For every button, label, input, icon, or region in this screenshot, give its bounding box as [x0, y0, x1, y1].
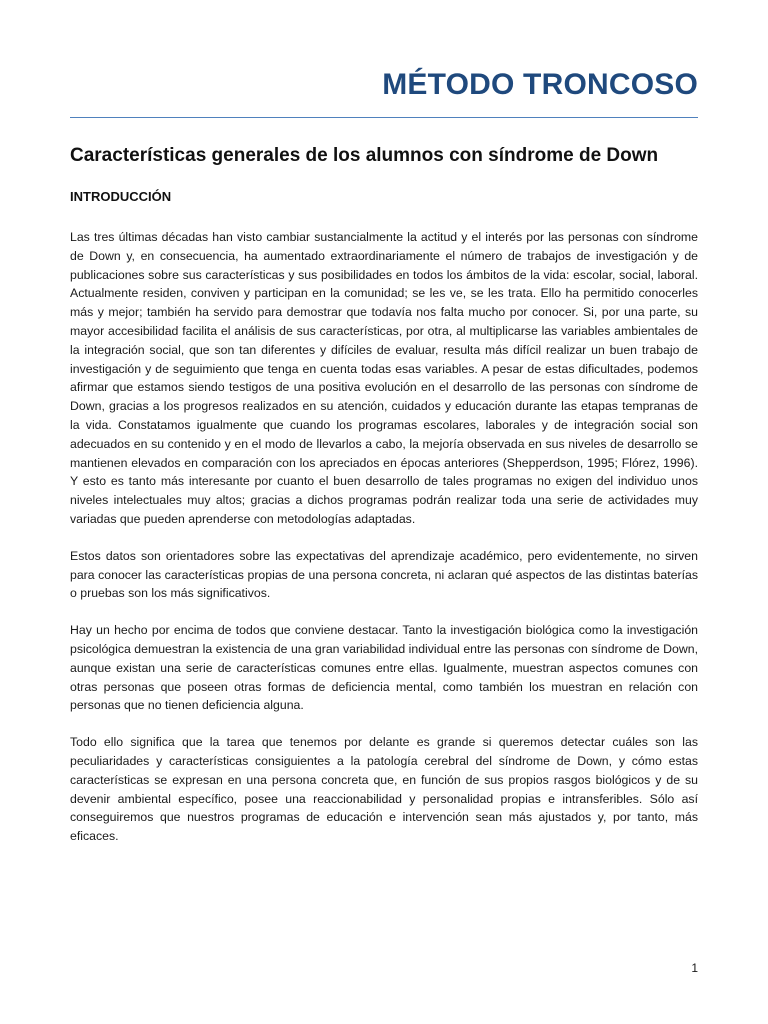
paragraph-2: Estos datos son orientadores sobre las expectativas del aprendizaje académico, pero evidentemente, no sirven para conocer las características propias de una persona concreta, ni aclaran qué aspectos de las distintas baterías o pruebas son los más significativos.	[70, 548, 698, 601]
section-heading: INTRODUCCIÓN	[70, 189, 172, 204]
paragraph-1: Las tres últimas décadas han visto cambiar sustancialmente la actitud y el interés por las personas con síndrome de Down y, en consecuencia, ha aumentado extraordinariamente el número de trabajos de investigación y de publicaciones sobre sus características y sus posibilidades en todos los ámbitos de la vida: escolar, social, laboral. Actualmente residen, conviven y participan en la comunidad; se les ve, se les trata. Ello ha permitido conocerles más y mejor; también ha servido para demostrar que todavía nos falta mucho por conocer. Si, por una parte, su mayor accesibilidad facilita el análisis de sus características, por otra, al multiplicarse las variables ambientales de la integración social, que son tan diferentes y difíciles de evaluar, resulta más difícil realizar un buen trabajo de investigación y de seguimiento que tenga en cuenta todas esas variables. A pesar de estas dificultades, podemos afirmar que estamos siendo testigos de una positiva evolución en el desarrollo de las personas con síndrome de Down, gracias a los progresos realizados en su atención, cuidados y educación durante las etapas tempranas de la vida. Constatamos igualmente que cuando los programas escolares, laborales y de integración social son adecuados en su contenido y en el modo de llevarlos a cabo, la mejoría observada en sus niveles de desarrollo se mantienen elevados en comparación con los apreciados en épocas anteriores (Shepperdson, 1995; Flórez, 1996). Y esto es tanto más interesante por cuanto el buen desarrollo de tales programas no exigen del individuo unos niveles intelectuales muy altos; gracias a dichos programas podrán realizar toda una serie de actividades muy variadas que pueden aprenderse con metodologías adaptadas.	[70, 230, 698, 526]
page-header	[70, 70, 698, 118]
page-number: 1	[691, 961, 698, 975]
title-divider	[70, 117, 698, 118]
body-text	[70, 228, 698, 864]
document-title: MÉTODO TRONCOSO	[382, 68, 698, 101]
paragraph-3: Hay un hecho por encima de todos que conviene destacar. Tanto la investigación biológica como la investigación psicológica demuestran la existencia de una gran variabilidad individual entre las personas con síndrome de Down, aunque existan una serie de características comunes entre ellas. Igualmente, muestran aspectos comunes con otras personas que poseen otras formas de deficiencia mental, como también los muestran en relación con personas que no tienen deficiencia alguna.	[70, 623, 698, 713]
paragraph-4: Todo ello significa que la tarea que tenemos por delante es grande si queremos detectar cuáles son las peculiaridades y características consiguientes a la patología cerebral del síndrome de Down, y cómo estas características se expresan en una persona concreta que, en función de sus propios rasgos biológicos y de su devenir ambiental específico, posee una reaccionabilidad y personalidad propias e intransferibles. Sólo así conseguiremos que nuestros programas de educación e intervención sean más ajustados y, por tanto, más eficaces.	[70, 735, 698, 844]
document-subtitle: Características generales de los alumnos con síndrome de Down	[70, 145, 659, 166]
